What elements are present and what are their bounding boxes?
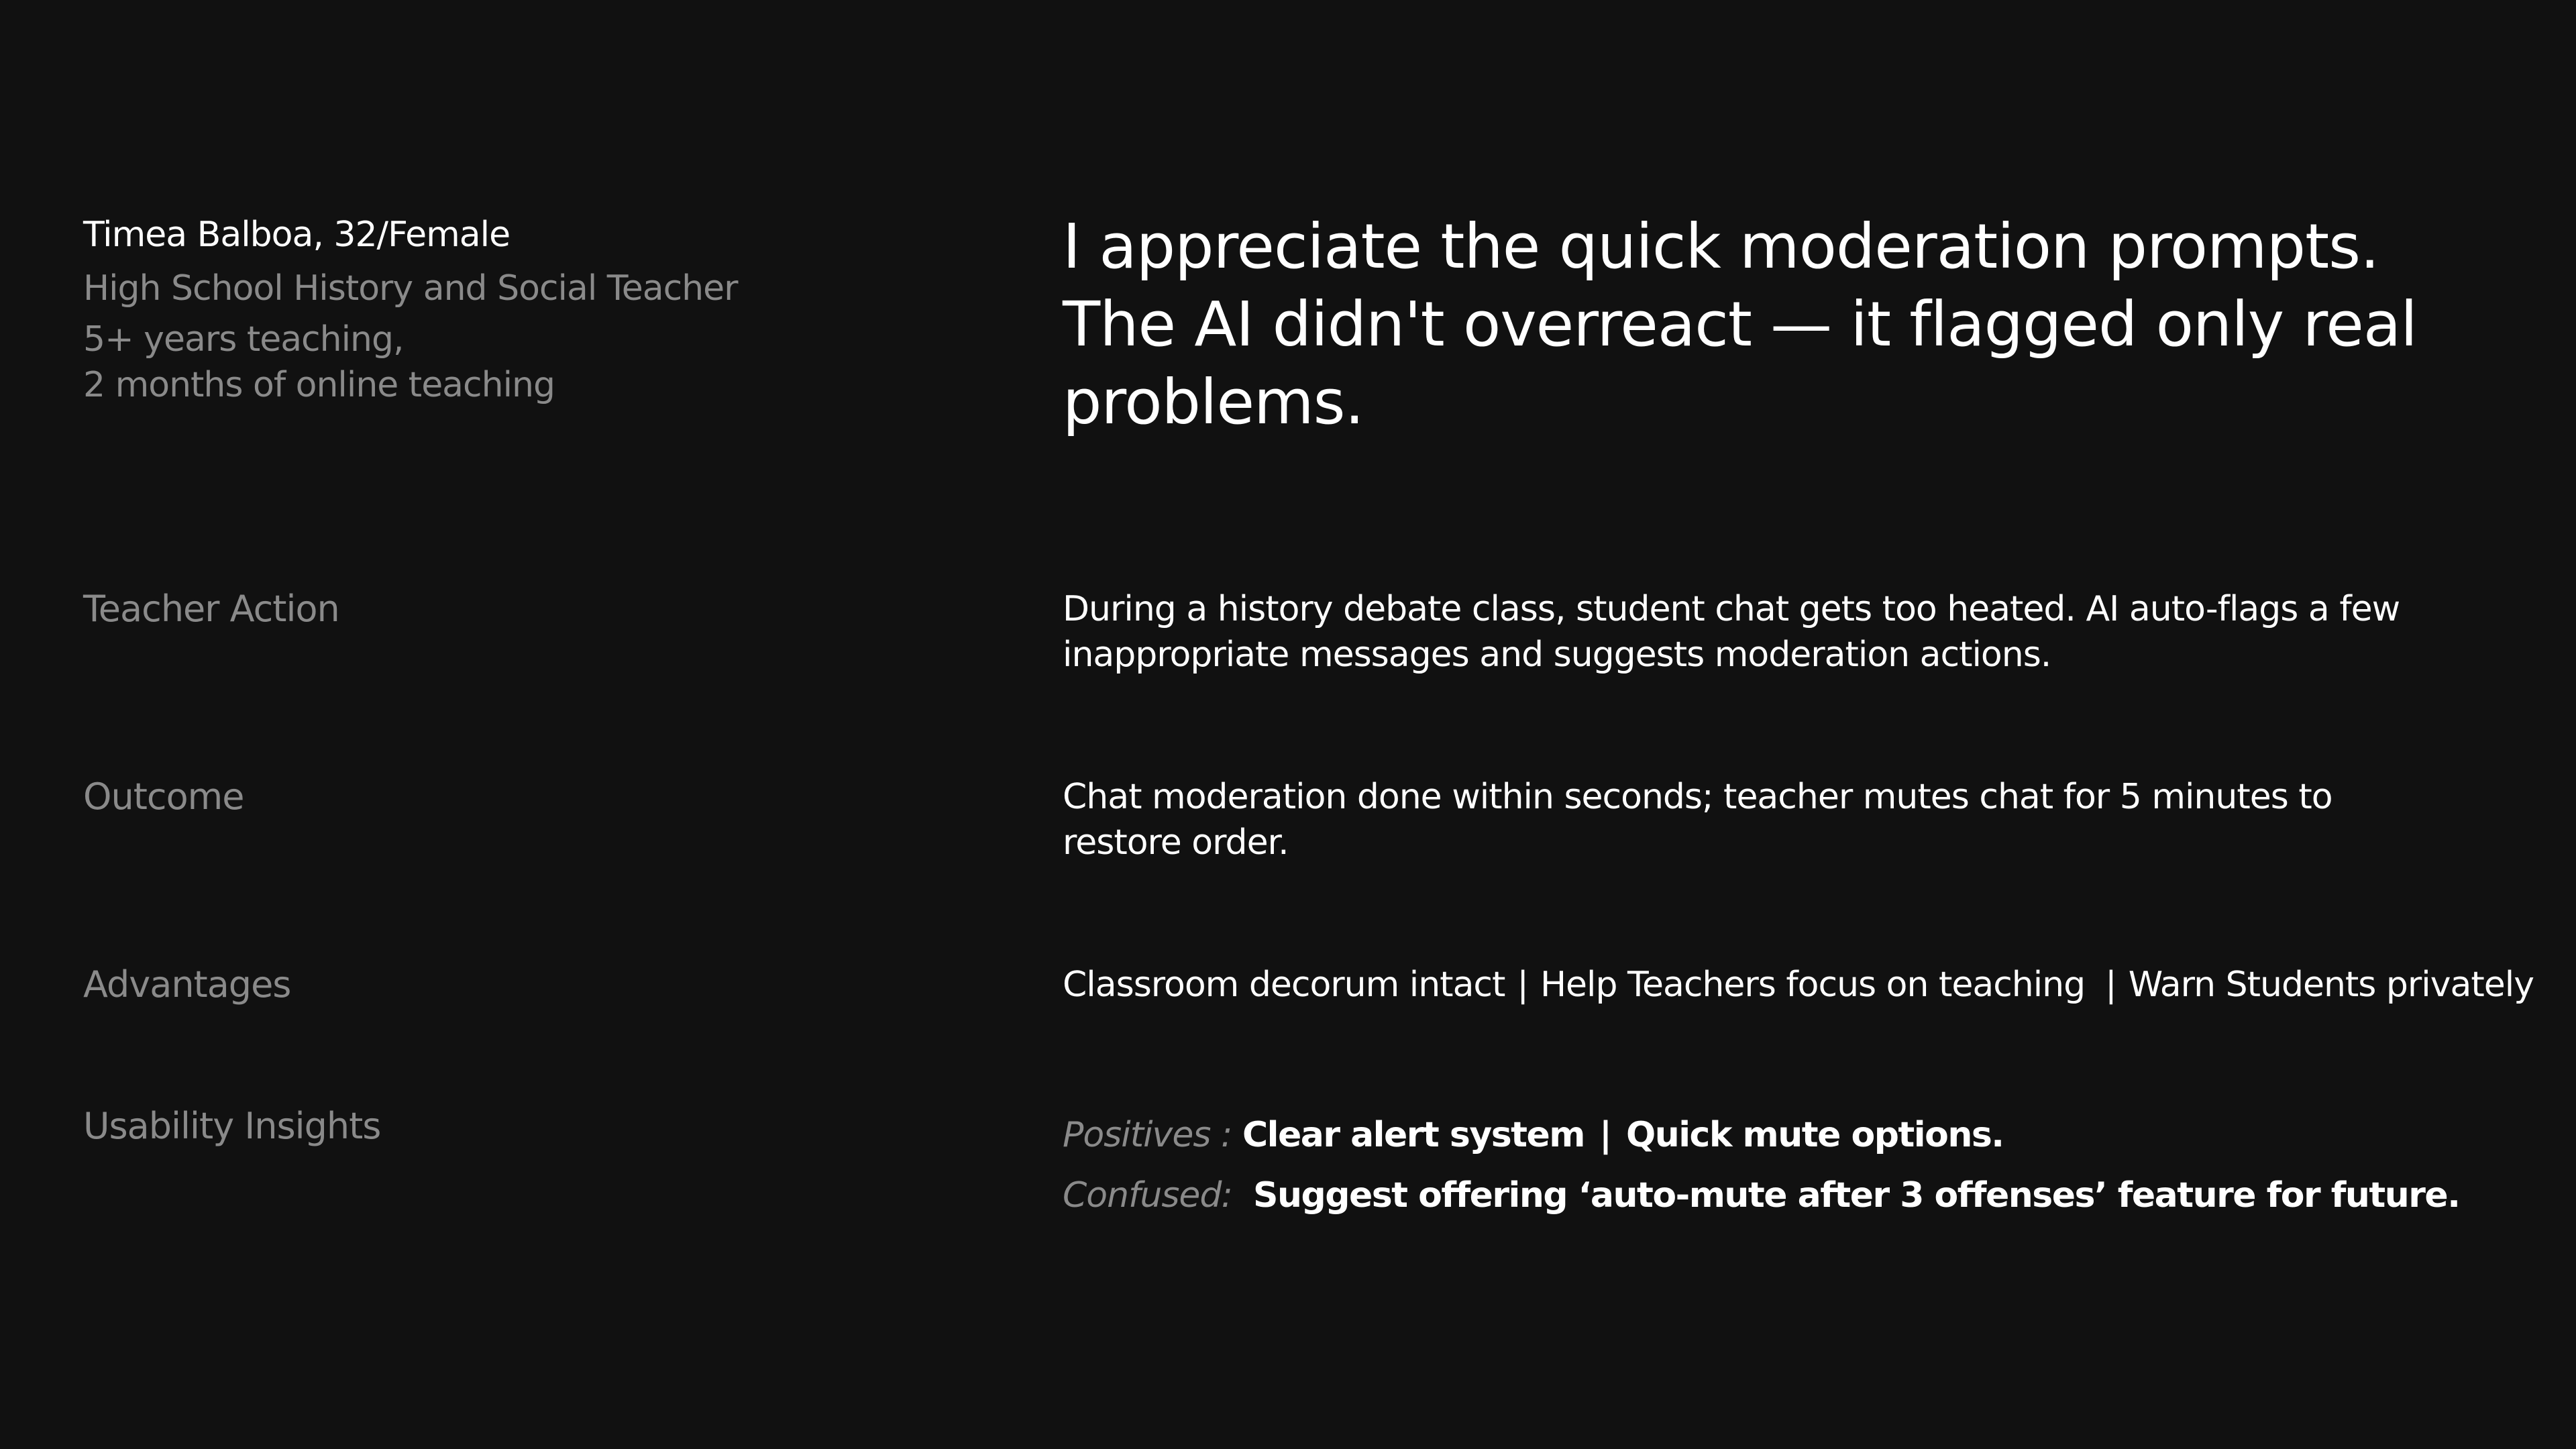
persona-block xyxy=(83,208,955,408)
usability-insights xyxy=(1063,1105,2505,1226)
quote-line: I appreciate the quick moderation prompts. xyxy=(1063,211,2379,282)
positive-item: Clear alert system xyxy=(1242,1115,1585,1155)
positives-row xyxy=(1063,1105,2505,1165)
separator: | xyxy=(1599,1115,1611,1155)
persona-name: Timea Balboa, 32/Female xyxy=(83,215,511,255)
separator: | xyxy=(1517,965,1528,1005)
advantage-item: Classroom decorum intact xyxy=(1063,965,1505,1005)
teacher-action-label: Teacher Action xyxy=(83,588,339,630)
text-line: Chat moderation done within seconds; teacher mutes chat for 5 minutes to xyxy=(1063,777,2332,817)
text-line: restore order. xyxy=(1063,822,1289,863)
outcome-label: Outcome xyxy=(83,775,244,818)
advantages-label: Advantages xyxy=(83,963,291,1006)
teacher-action-text xyxy=(1063,586,2505,678)
confused-label: Confused: xyxy=(1063,1175,1232,1216)
advantage-item: Warn Students privately xyxy=(2128,965,2534,1005)
persona-experience-years: 5+ years teaching, xyxy=(83,319,404,360)
advantage-item: Help Teachers focus on teaching xyxy=(1540,965,2086,1005)
quote-line: problems. xyxy=(1063,366,1364,438)
persona-experience-online: 2 months of online teaching xyxy=(83,365,555,405)
text-line: During a history debate class, student chat gets too heated. AI auto-flags a few xyxy=(1063,589,2400,629)
quote-line: The AI didn't overreact — it flagged only real xyxy=(1063,288,2417,360)
persona-role: High School History and Social Teacher xyxy=(83,268,738,309)
usability-insights-label: Usability Insights xyxy=(83,1105,381,1147)
advantages-list xyxy=(1063,962,2534,1008)
confused-text: Suggest offering ‘auto-mute after 3 offenses’ feature for future. xyxy=(1253,1175,2460,1216)
persona-quote xyxy=(1063,208,2471,441)
separator: | xyxy=(2105,965,2116,1005)
confused-row xyxy=(1063,1165,2505,1226)
positive-item: Quick mute options. xyxy=(1625,1115,2004,1155)
outcome-text xyxy=(1063,774,2505,865)
positives-label: Positives : xyxy=(1063,1115,1232,1155)
text-line: inappropriate messages and suggests moderation actions. xyxy=(1063,635,2051,675)
